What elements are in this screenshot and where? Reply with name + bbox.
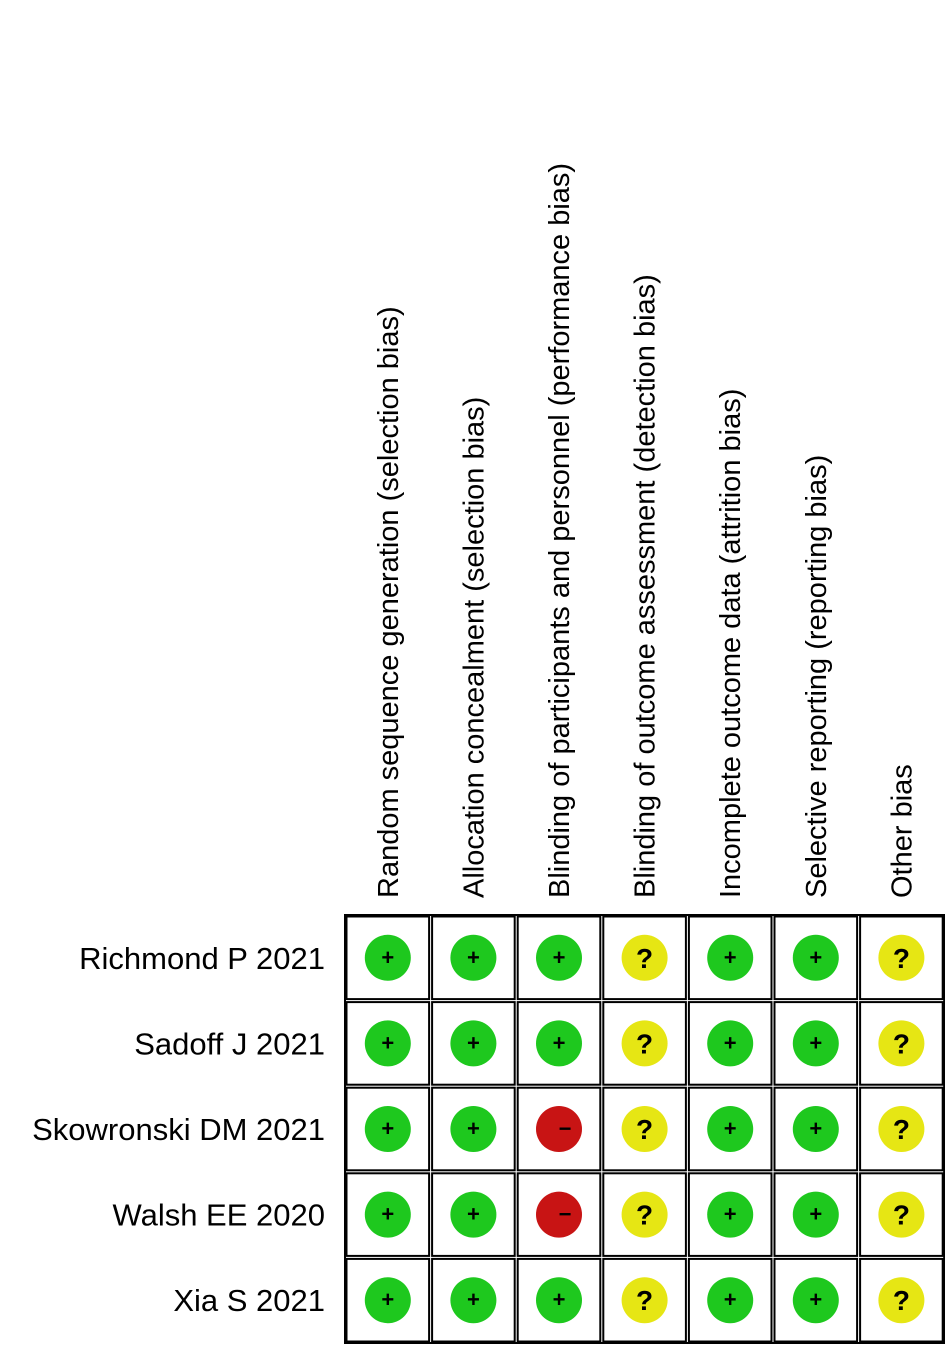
judgement-symbol: ? bbox=[636, 1285, 654, 1317]
judgement-symbol: + bbox=[381, 1030, 395, 1056]
judgement-symbol: ? bbox=[892, 1285, 910, 1317]
domain-headers bbox=[373, 163, 919, 898]
study-label: Xia S 2021 bbox=[173, 1283, 325, 1319]
judgement-symbol: + bbox=[381, 944, 395, 970]
judgement-symbol: + bbox=[466, 1030, 480, 1056]
domain-header: Random sequence generation (selection bias) bbox=[372, 306, 405, 898]
judgement-symbol: ? bbox=[636, 942, 654, 974]
domain-header: Allocation concealment (selection bias) bbox=[458, 396, 491, 898]
study-label: Sadoff J 2021 bbox=[134, 1026, 325, 1062]
domain-header: Selective reporting (reporting bias) bbox=[800, 454, 833, 898]
judgement-symbol: + bbox=[466, 1116, 480, 1141]
judgement-symbol: + bbox=[809, 1030, 823, 1056]
study-label: Richmond P 2021 bbox=[79, 940, 325, 976]
judgement-symbol: + bbox=[723, 944, 737, 970]
judgement-symbol: + bbox=[466, 944, 480, 970]
judgement-symbol: ? bbox=[892, 1199, 910, 1231]
judgement-symbol: − bbox=[558, 1201, 572, 1227]
domain-header: Blinding of outcome assessment (detection bias) bbox=[629, 274, 662, 898]
judgement-symbol: + bbox=[723, 1287, 737, 1313]
judgement-symbol: + bbox=[381, 1201, 395, 1227]
judgement-symbol: + bbox=[552, 1287, 566, 1313]
judgement-symbol: + bbox=[723, 1116, 737, 1141]
judgement-symbol: + bbox=[552, 944, 566, 970]
judgement-symbol: ? bbox=[636, 1028, 654, 1060]
judgement-symbol: ? bbox=[892, 1114, 910, 1145]
judgement-symbol: + bbox=[381, 1287, 395, 1313]
judgement-symbol: ? bbox=[892, 942, 910, 974]
judgement-symbol: − bbox=[558, 1116, 572, 1141]
domain-header: Incomplete outcome data (attrition bias) bbox=[715, 388, 748, 898]
judgement-symbol: + bbox=[381, 1116, 395, 1141]
judgement-symbol: + bbox=[723, 1201, 737, 1227]
study-labels bbox=[32, 941, 325, 1318]
judgement-symbol: ? bbox=[636, 1199, 654, 1231]
judgement-symbol: + bbox=[809, 1287, 823, 1313]
judgement-symbol: + bbox=[809, 1116, 823, 1141]
judgement-symbol: ? bbox=[636, 1114, 654, 1145]
domain-header: Other bias bbox=[886, 764, 919, 898]
judgement-grid bbox=[345, 915, 944, 1343]
judgement-symbol: + bbox=[809, 944, 823, 970]
judgement-symbol: ? bbox=[892, 1028, 910, 1060]
judgement-symbol: + bbox=[723, 1030, 737, 1056]
study-label: Skowronski DM 2021 bbox=[32, 1112, 325, 1147]
judgement-symbol: + bbox=[809, 1201, 823, 1227]
judgement-symbol: + bbox=[552, 1030, 566, 1056]
judgement-symbol: + bbox=[466, 1287, 480, 1313]
judgement-symbol: + bbox=[466, 1201, 480, 1227]
study-label: Walsh EE 2020 bbox=[112, 1197, 325, 1233]
domain-header: Blinding of participants and personnel (performance bias) bbox=[544, 162, 576, 898]
